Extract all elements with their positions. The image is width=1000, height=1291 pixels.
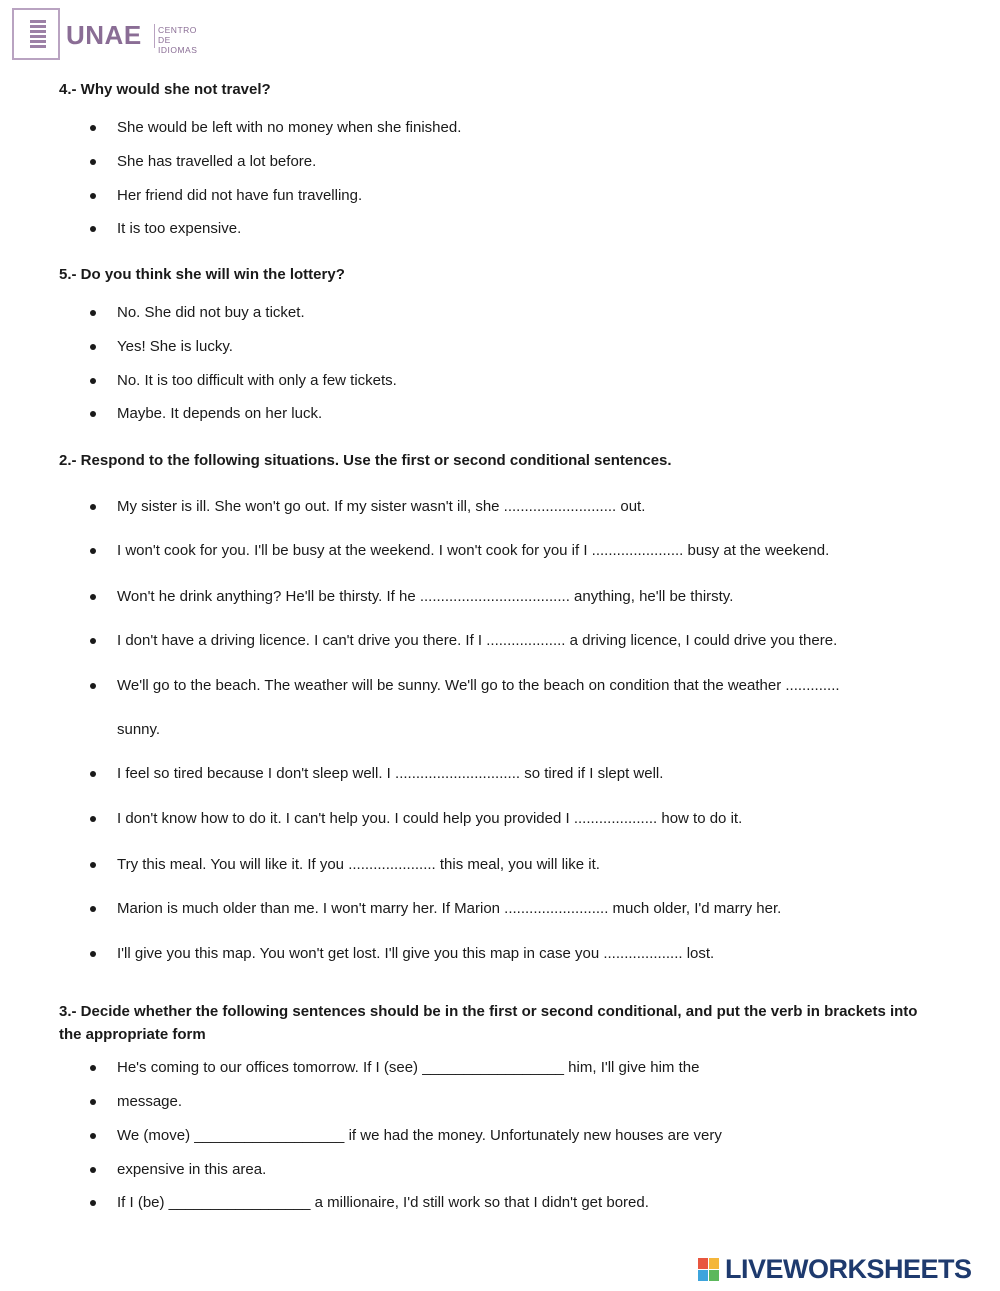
section-3-item[interactable]: He's coming to our offices tomorrow. If I (see) _________________ him, I'll give him the — [117, 1059, 700, 1076]
liveworksheets-cube-icon — [698, 1258, 720, 1282]
q4-option[interactable]: Her friend did not have fun travelling. — [117, 187, 363, 204]
question-4-title: 4.- Why would she not travel? — [59, 81, 271, 98]
section-3-item: expensive in this area. — [117, 1161, 267, 1178]
section-2-item[interactable]: Try this meal. You will like it. If you ..................... this meal, you will like it. — [117, 856, 600, 873]
q4-option[interactable]: She has travelled a lot before. — [117, 153, 317, 170]
section-2-item[interactable]: I don't have a driving licence. I can't drive you there. If I ................... a driving licence, I could drive you there. — [117, 632, 838, 649]
section-3-item[interactable]: If I (be) _________________ a millionaire, I'd still work so that I didn't get bored. — [117, 1194, 649, 1211]
section-2-item[interactable]: I'll give you this map. You won't get lost. I'll give you this map in case you ................... lost. — [117, 945, 715, 962]
section-3-title: 3.- Decide whether the following sentences should be in the first or second conditional, and put the verb in brackets into the appropriate form — [59, 1003, 918, 1043]
section-3-item: message. — [117, 1093, 183, 1110]
section-3-item[interactable]: We (move) __________________ if we had the money. Unfortunately new houses are very — [117, 1127, 722, 1144]
section-2-item[interactable]: I don't know how to do it. I can't help you. I could help you provided I .................... how to do it. — [117, 810, 743, 827]
q4-option[interactable]: She would be left with no money when she finished. — [117, 119, 462, 136]
section-2-item[interactable]: My sister is ill. She won't go out. If my sister wasn't ill, she ........................... out. — [117, 498, 646, 515]
unae-logo — [12, 8, 202, 62]
q5-option[interactable]: No. It is too difficult with only a few tickets. — [117, 372, 397, 389]
logo-bars-icon — [30, 20, 46, 50]
logo-subtitle: CENTRO DE IDIOMAS — [158, 25, 198, 55]
q4-option[interactable]: It is too expensive. — [117, 220, 242, 237]
section-2-title: 2.- Respond to the following situations. Use the first or second conditional sentences. — [59, 452, 672, 469]
liveworksheets-logo — [698, 1254, 994, 1286]
liveworksheets-brand: LIVEWORKSHEETS — [725, 1254, 972, 1284]
logo-text: UNAE — [66, 20, 142, 50]
section-2-item[interactable]: I feel so tired because I don't sleep well. I .............................. so tired if I slept well. — [117, 765, 664, 782]
q5-option[interactable]: Maybe. It depends on her luck. — [117, 405, 323, 422]
q5-option[interactable]: No. She did not buy a ticket. — [117, 304, 305, 321]
logo-emblem — [12, 8, 60, 60]
section-2-item-continuation: sunny. — [117, 721, 161, 738]
section-2-item[interactable]: We'll go to the beach. The weather will be sunny. We'll go to the beach on condition that the weather ............. — [117, 677, 840, 694]
question-5-title: 5.- Do you think she will win the lottery? — [59, 266, 345, 283]
logo-divider — [154, 24, 155, 48]
section-2-item[interactable]: I won't cook for you. I'll be busy at the weekend. I won't cook for you if I ...................... busy at the weekend. — [117, 542, 830, 559]
q5-option[interactable]: Yes! She is lucky. — [117, 338, 233, 355]
section-2-item[interactable]: Won't he drink anything? He'll be thirsty. If he .................................... anything, he'll be thirsty. — [117, 588, 734, 605]
section-2-item[interactable]: Marion is much older than me. I won't marry her. If Marion ......................... much older, I'd marry her. — [117, 900, 782, 917]
